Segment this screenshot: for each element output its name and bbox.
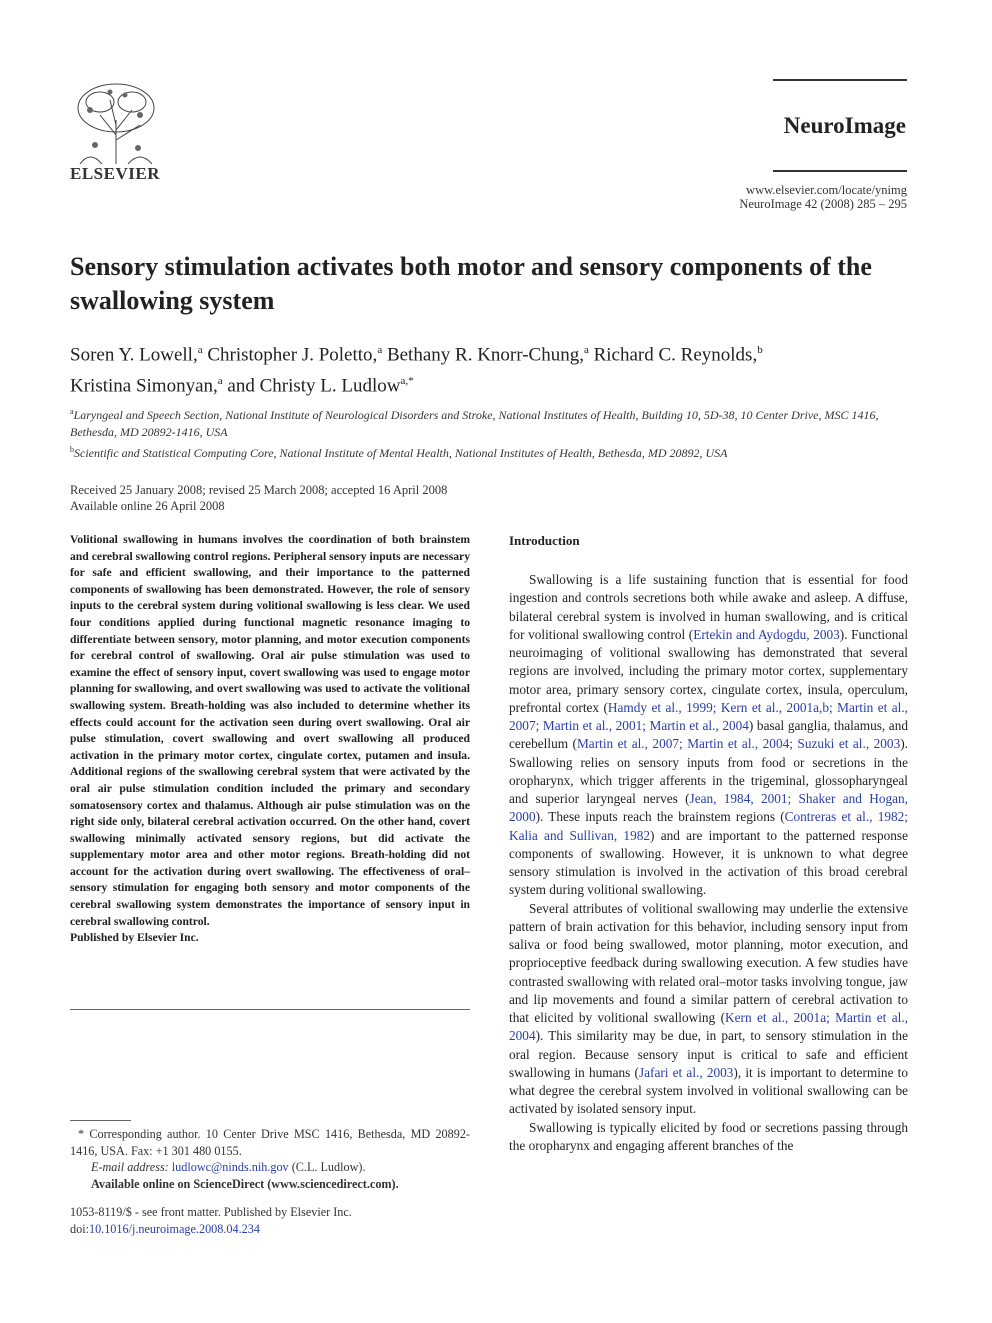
affiliation: $^a$Laryngeal and Speech Section, National Institute of Neurological Disorders and Stroke, National Institutes of Health, Building 10, 5D-38, 10 Center Drive, MSC 1416, Bethesda, MD 20892-1416, USA [70, 407, 879, 439]
author-name: Soren Y. Lowell, [70, 344, 198, 366]
article-dates [70, 482, 447, 514]
author-affiliation-mark: b [757, 344, 763, 356]
abstract-divider [70, 1009, 470, 1010]
introduction-body [509, 571, 908, 1155]
affiliation: $^b$Scientific and Statistical Computing Core, National Institute of Mental Health, National Institutes of Health, Bethesda, MD 20892, USA [70, 445, 728, 460]
author-affiliation-mark: a [217, 375, 223, 388]
author-name: Christopher J. Poletto, [207, 344, 378, 366]
citation-link[interactable]: Contreras et al., 1982; Kalia and Sullivan, 1982 [509, 809, 908, 843]
introduction-paragraph: Swallowing is a life sustaining function that is essential for food ingestion and controls secretions both while awake and asleep. A diffuse, bilateral cerebral system is involved in human swallowing, and is critical for volitional swallowing control (Ertekin and Aydogdu, 2003). Functional neuroimaging of volitional swallowing has demonstrated that several regions are involved, including the primary motor cortex, supplementary motor area, primary sensory cortex, cingulate cortex, insula, operculum, prefrontal cortex (Hamdy et al., 1999; Kern et al., 2001a,b; Martin et al., 2007; Martin et al., 2001; Martin et al., 2004) basal ganglia, thalamus, and cerebellum (Martin et al., 2007; Martin et al., 2004; Suzuki et al., 2003). Swallowing relies on sensory inputs from food or secretions in the oropharynx, which trigger afferents in the trigeminal, glossopharyngeal and superior laryngeal nerves (Jean, 1984, 2001; Shaker and Hogan, 2000). These inputs reach the brainstem regions (Contreras et al., 1982; Kalia and Sullivan, 1982) and are important to the patterned response components of swallowing. However, it is unknown to what degree sensory stimulation is involved in the activation of this broad cerebral system during volitional swallowing. [509, 572, 909, 898]
journal-name: NeuroImage [783, 113, 906, 138]
corresponding-address: * Corresponding author. 10 Center Drive MSC 1416, Bethesda, MD 20892-1416, USA. Fax: +1 301 480 0155. [70, 1127, 470, 1158]
header-rule-top [773, 79, 907, 81]
corresponding-author [70, 1126, 470, 1192]
journal-citation: NeuroImage 42 (2008) 285 – 295 [739, 197, 907, 211]
citation-link[interactable]: Kern et al., 2001a; Martin et al., 2004 [509, 1010, 908, 1044]
citation-link[interactable]: Jean, 1984, 2001; Shaker and Hogan, 2000 [509, 791, 908, 825]
journal-url[interactable]: www.elsevier.com/locate/ynimg [746, 183, 907, 197]
author-name: Kristina Simonyan, [70, 375, 218, 397]
footer [70, 1204, 352, 1238]
online-date: Available online 26 April 2008 [70, 499, 225, 513]
author-name: and Christy L. Ludlow [227, 375, 401, 397]
author-list [70, 337, 920, 400]
author-affiliation-mark: a [583, 344, 589, 356]
abstract-published: Published by Elsevier Inc. [70, 931, 199, 945]
abstract-text: Volitional swallowing in humans involves the coordination of both brainstem and cerebral swallowing control regions. Peripheral sensory inputs are necessary for safe and efficient swallowing, and their importance to the patterned components of swallowing has been demonstrated. However, the role of sensory inputs to the cerebral system during volitional swallowing is less clear. We used four conditions applied during functional magnetic resonance imaging to differentiate between sensory, motor planning, and motor execution components for cerebral control of swallowing. Oral air pulse stimulation was used to examine the effect of sensory input, covert swallowing was used to engage motor planning for swallowing, and overt swallowing was used to activate the volitional swallowing system. Breath-holding was also included to determine whether its effects could account for the activation seen during overt swallowing. Oral air pulse stimulation, covert swallowing and overt swallowing all produced activation in the primary motor cortex, cingulate cortex, putamen and insula. Additional regions of the swallowing cerebral system that were activated by the oral air pulse stimulation condition included the primary and secondary somatosensory cortex and thalamus. Although air pulse stimulation was on the right side only, bilateral cerebral activation occurred. On the other hand, covert swallowing minimally activated sensory regions, but did activate the supplementary motor area and other motor regions. Breath-holding did not account for the activation during overt swallowing. The effectiveness of oral–sensory stimulation for engaging both sensory and motor components of the cerebral swallowing system demonstrates the importance of sensory input in cerebral swallowing control. [70, 533, 470, 928]
article-title: Sensory stimulation activates both motor and sensory components of the swallowing system [70, 252, 872, 315]
author-name: Richard C. Reynolds, [593, 344, 758, 366]
introduction-paragraph: Several attributes of volitional swallowing may underlie the extensive pattern of brain activation for this behavior, including sensory input from saliva or food being swallowed, motor planning, motor execution, and proprioceptive feedback during swallowing execution. A few studies have contrasted swallowing with related oral–motor tasks involving tongue, jaw and lip movements and found a similar pattern of cerebral activation to that elicited by volitional swallowing (Kern et al., 2001a; Martin et al., 2004). This similarity may be due, in part, to sensory stimulation in the oral region. Because sensory input is critical to safe and efficient swallowing in humans (Jafari et al., 2003), it is important to determine to what degree the cerebral system involved in volitional swallowing can be activated by isolated sensory input. [509, 900, 908, 1117]
issn-line: 1053-8119/$ - see front matter. Published by Elsevier Inc. [70, 1205, 352, 1219]
email-label: E-mail address: [91, 1160, 169, 1174]
footnote-rule [70, 1120, 131, 1121]
author-affiliation-mark: a,* [400, 375, 414, 388]
introduction-paragraph: Swallowing is typically elicited by food or secretions passing through the oropharynx and engaging afferent branches of the [509, 1119, 908, 1153]
citation-link[interactable]: Martin et al., 2007; Martin et al., 2004; Suzuki et al., 2003 [576, 736, 901, 752]
header-rule-bottom [773, 170, 907, 172]
abstract [70, 532, 470, 947]
publisher-name: ELSEVIER [70, 164, 160, 183]
citation-link[interactable]: Jafari et al., 2003 [638, 1064, 734, 1080]
affiliations [70, 403, 915, 462]
email-owner: (C.L. Ludlow). [291, 1160, 366, 1174]
citation-link[interactable]: Ertekin and Aydogdu, 2003 [693, 626, 840, 642]
received-date: Received 25 January 2008; revised 25 March 2008; accepted 16 April 2008 [70, 483, 448, 497]
citation-link[interactable]: Hamdy et al., 1999; Kern et al., 2001a,b; Martin et al., 2007; Martin et al., 2001; Martin et al., 2004 [509, 699, 908, 733]
introduction-heading: Introduction [509, 533, 580, 548]
email-link[interactable]: ludlowc@ninds.nih.gov [171, 1160, 289, 1174]
doi-link[interactable]: 10.1016/j.neuroimage.2008.04.234 [88, 1222, 260, 1236]
author-name: Bethany R. Knorr-Chung, [386, 344, 584, 366]
doi-label: doi: [70, 1222, 89, 1236]
sciencedirect-note: Available online on ScienceDirect (www.sciencedirect.com). [91, 1176, 399, 1191]
author-affiliation-mark: a [197, 344, 203, 356]
author-affiliation-mark: a [377, 344, 383, 356]
